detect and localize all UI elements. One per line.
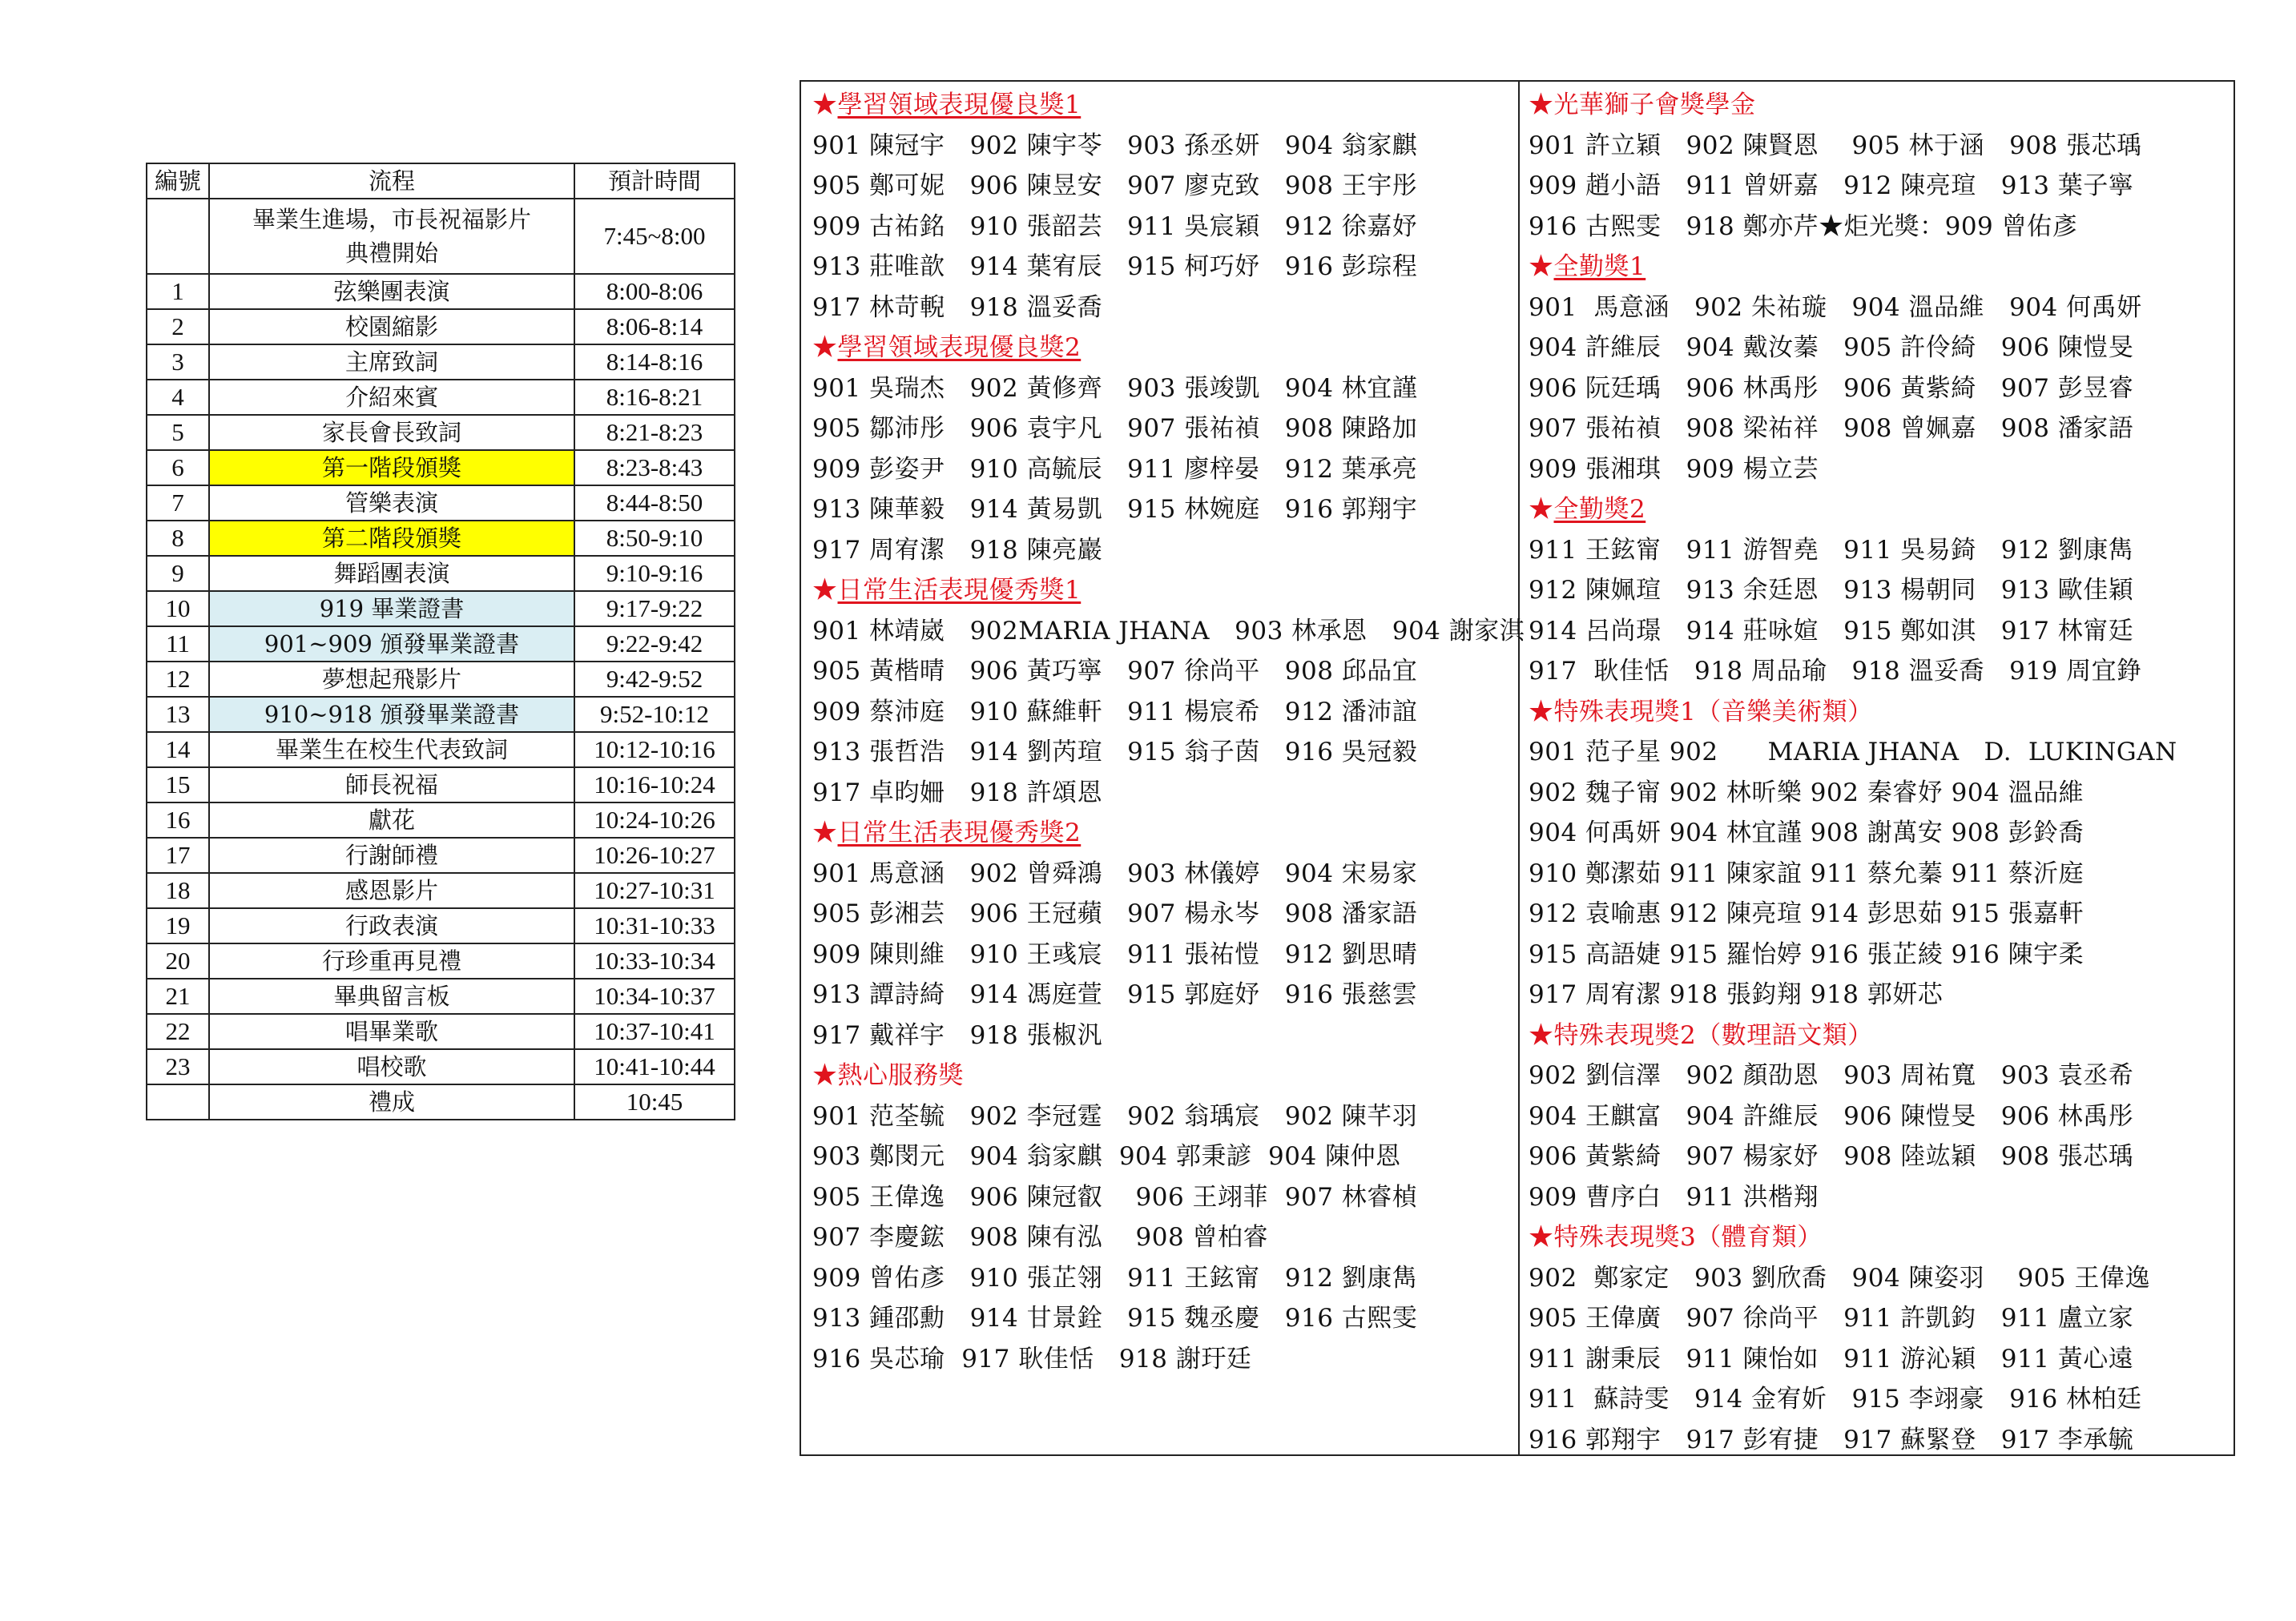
schedule-procedure bbox=[209, 979, 574, 1014]
procedure-text: 家長會長致詞 bbox=[321, 419, 461, 446]
award-recipients-line: 901 許立穎 902 陳賢恩 905 林于涵 908 張芯瑀 bbox=[1529, 131, 2142, 160]
schedule-time: 8:23-8:43 bbox=[574, 450, 735, 485]
schedule-number: 19 bbox=[147, 908, 209, 943]
schedule-number: 10 bbox=[147, 591, 209, 626]
schedule-procedure bbox=[209, 450, 574, 485]
schedule-row bbox=[147, 838, 735, 873]
schedule-number: 13 bbox=[147, 697, 209, 732]
schedule-row bbox=[147, 1049, 735, 1084]
schedule-number bbox=[147, 1084, 209, 1120]
schedule-number: 8 bbox=[147, 521, 209, 556]
schedule-row bbox=[147, 309, 735, 344]
award-recipients-line: 912 袁喻惠 912 陳亮瑄 914 彭思茹 915 張嘉軒 bbox=[1529, 899, 2085, 928]
award-recipients-line: 904 何禹妍 904 林宜謹 908 謝萬安 908 彭鈴喬 bbox=[1529, 819, 2085, 847]
award-recipients-line: 905 彭湘芸 906 王冠蘋 907 楊永岑 908 潘家語 bbox=[812, 899, 1418, 928]
award-recipients-line: 909 趙小語 911 曾妍嘉 912 陳亮瑄 913 葉子寧 bbox=[1529, 171, 2134, 200]
award-heading bbox=[812, 1056, 1514, 1096]
column-divider bbox=[1518, 82, 1520, 1454]
procedure-text: 唱畢業歌 bbox=[344, 1018, 438, 1045]
schedule-procedure bbox=[209, 838, 574, 873]
schedule-row bbox=[147, 943, 735, 979]
award-recipients-line: 903 鄭閔元 904 翁家麒 904 郭秉諺 904 陳仲恩 bbox=[812, 1142, 1401, 1171]
award-title: 特殊表現獎1（音樂美術類） bbox=[1553, 697, 1873, 726]
award-recipients-line: 909 蔡沛庭 910 蘇維軒 911 楊宸希 912 潘沛誼 bbox=[812, 697, 1418, 726]
award-recipients-line: 917 戴祥宇 918 張椒汎 bbox=[812, 1020, 1103, 1050]
award-recipients-line: 916 郭翔宇 917 彭宥捷 917 蘇緊登 917 李承毓 bbox=[1529, 1425, 2134, 1454]
procedure-text: 第二階段頒獎 bbox=[321, 525, 461, 552]
ceremony-schedule-table bbox=[146, 163, 735, 1120]
award-recipients-line: 913 鍾邵勳 914 甘景銓 915 魏丞慶 916 古熙雯 bbox=[812, 1304, 1418, 1333]
schedule-time: 8:00-8:06 bbox=[574, 274, 735, 309]
procedure-text: 行珍重再見禮 bbox=[321, 947, 461, 975]
schedule-number: 23 bbox=[147, 1049, 209, 1084]
header-time: 預計時間 bbox=[574, 163, 735, 199]
awards-right-column bbox=[1529, 85, 2230, 1460]
award-heading bbox=[812, 570, 1514, 611]
schedule-row bbox=[147, 873, 735, 908]
schedule-body bbox=[147, 199, 735, 1120]
procedure-text: 畢業生在校生代表致詞 bbox=[275, 736, 508, 763]
schedule-row bbox=[147, 662, 735, 697]
procedure-text: 典禮開始 bbox=[344, 239, 438, 267]
schedule-procedure bbox=[209, 626, 574, 662]
schedule-time: 8:44-8:50 bbox=[574, 485, 735, 521]
award-heading bbox=[1529, 85, 2230, 126]
procedure-text: 第一階段頒獎 bbox=[321, 454, 461, 481]
star-icon: ★ bbox=[812, 91, 838, 119]
schedule-header-row bbox=[147, 163, 735, 199]
schedule-row bbox=[147, 767, 735, 802]
award-recipients-line: 905 王偉廣 907 徐尚平 911 許凱鈞 911 盧立家 bbox=[1529, 1304, 2134, 1333]
award-recipients-line: 901 陳冠宇 902 陳宇苓 903 孫丞妍 904 翁家麒 bbox=[812, 131, 1418, 160]
award-recipients-line: 909 張湘琪 909 楊立芸 bbox=[1529, 454, 1819, 484]
schedule-row bbox=[147, 199, 735, 274]
award-recipients-line: 905 鄭可妮 906 陳昱安 907 廖克致 908 王宇彤 bbox=[812, 171, 1418, 200]
star-icon: ★ bbox=[1529, 91, 1554, 119]
awards-box bbox=[800, 80, 2235, 1456]
procedure-text: 唱校歌 bbox=[356, 1053, 427, 1080]
award-recipients-line: 909 陳則維 910 王彧宸 911 張祐愷 912 劉思晴 bbox=[812, 939, 1418, 969]
schedule-procedure bbox=[209, 485, 574, 521]
schedule-row bbox=[147, 344, 735, 380]
schedule-row bbox=[147, 450, 735, 485]
schedule-row bbox=[147, 802, 735, 838]
schedule-time: 7:45~8:00 bbox=[574, 199, 735, 274]
schedule-row bbox=[147, 415, 735, 450]
schedule-procedure bbox=[209, 309, 574, 344]
schedule-procedure bbox=[209, 697, 574, 732]
schedule-procedure bbox=[209, 415, 574, 450]
award-recipients-line: 917 耿佳恬 918 周品瑜 918 溫妥喬 919 周宜錚 bbox=[1529, 657, 2142, 686]
award-recipients-line: 909 古祐銘 910 張韶芸 911 吳宸穎 912 徐嘉妤 bbox=[812, 211, 1418, 241]
award-heading bbox=[812, 813, 1514, 854]
schedule-time: 10:12-10:16 bbox=[574, 732, 735, 767]
star-icon: ★ bbox=[1529, 252, 1554, 281]
award-recipients-line: 912 陳姵瑄 913 余廷恩 913 楊朝同 913 歐佳穎 bbox=[1529, 576, 2134, 605]
schedule-procedure bbox=[209, 380, 574, 415]
procedure-text: 行謝師禮 bbox=[344, 842, 438, 869]
procedure-text: 舞蹈團表演 bbox=[333, 560, 450, 587]
schedule-time: 10:16-10:24 bbox=[574, 767, 735, 802]
schedule-procedure bbox=[209, 908, 574, 943]
award-recipients-line: 902 劉信澤 902 顏劭恩 903 周祐寬 903 袁丞希 bbox=[1529, 1061, 2134, 1090]
star-icon: ★ bbox=[812, 333, 838, 362]
award-title: 學習領域表現優良獎1 bbox=[837, 91, 1082, 119]
schedule-number: 9 bbox=[147, 556, 209, 591]
schedule-row bbox=[147, 697, 735, 732]
schedule-row bbox=[147, 908, 735, 943]
award-recipients-line: 901 范荃毓 902 李冠霆 902 翁瑀宸 902 陳芊羽 bbox=[812, 1101, 1418, 1131]
schedule-procedure bbox=[209, 199, 574, 274]
schedule-number: 17 bbox=[147, 838, 209, 873]
schedule-row bbox=[147, 979, 735, 1014]
award-recipients-line: 904 許維辰 904 戴汝蓁 905 許伶綺 906 陳愷旻 bbox=[1529, 333, 2134, 362]
procedure-text: 畢業生進場，市長祝福影片 bbox=[252, 206, 531, 233]
award-recipients-line: 914 呂尚璟 914 莊咏媗 915 鄭如淇 917 林甯廷 bbox=[1529, 616, 2134, 646]
schedule-number: 3 bbox=[147, 344, 209, 380]
procedure-text: 校園縮影 bbox=[344, 313, 438, 340]
procedure-text: 獻花 bbox=[368, 806, 415, 834]
award-recipients-line: 907 李慶鋐 908 陳有泓 908 曾柏睿 bbox=[812, 1223, 1269, 1252]
award-recipients-line: 915 高語婕 915 羅怡婷 916 張芷綾 916 陳宇柔 bbox=[1529, 939, 2085, 969]
award-recipients-line: 911 謝秉辰 911 陳怡如 911 游沁穎 911 黃心遠 bbox=[1529, 1344, 2134, 1374]
schedule-time: 8:21-8:23 bbox=[574, 415, 735, 450]
award-title: 光華獅子會獎學金 bbox=[1553, 91, 1756, 119]
procedure-text: 919 畢業證書 bbox=[319, 595, 465, 622]
star-icon: ★ bbox=[1529, 1020, 1554, 1050]
schedule-procedure bbox=[209, 873, 574, 908]
procedure-text: 禮成 bbox=[368, 1088, 415, 1116]
award-title: 特殊表現獎2（數理語文類） bbox=[1553, 1020, 1873, 1050]
schedule-time: 10:24-10:26 bbox=[574, 802, 735, 838]
schedule-time: 10:41-10:44 bbox=[574, 1049, 735, 1084]
procedure-text: 介紹來賓 bbox=[344, 384, 438, 411]
award-recipients-line: 905 黃楷晴 906 黃巧寧 907 徐尚平 908 邱品宜 bbox=[812, 657, 1418, 686]
award-recipients-line: 906 阮廷瑀 906 林禹彤 906 黃紫綺 907 彭昱睿 bbox=[1529, 373, 2134, 403]
award-heading bbox=[812, 328, 1514, 368]
award-recipients-line: 909 曹序白 911 洪楷翔 bbox=[1529, 1182, 1819, 1212]
schedule-procedure bbox=[209, 943, 574, 979]
schedule-number: 2 bbox=[147, 309, 209, 344]
schedule-procedure bbox=[209, 1014, 574, 1049]
schedule-number: 4 bbox=[147, 380, 209, 415]
schedule-procedure bbox=[209, 767, 574, 802]
award-recipients-line: 904 王麒富 904 許維辰 906 陳愷旻 906 林禹彤 bbox=[1529, 1101, 2134, 1131]
schedule-time: 8:06-8:14 bbox=[574, 309, 735, 344]
schedule-procedure bbox=[209, 344, 574, 380]
schedule-number: 22 bbox=[147, 1014, 209, 1049]
schedule-row bbox=[147, 732, 735, 767]
schedule-procedure bbox=[209, 1084, 574, 1120]
procedure-text: 901~909 頒發畢業證書 bbox=[264, 630, 520, 658]
award-recipients-line: 909 彭姿尹 910 高毓辰 911 廖梓晏 912 葉承亮 bbox=[812, 454, 1418, 484]
schedule-procedure bbox=[209, 662, 574, 697]
award-recipients-line: 916 古熙雯 918 鄭亦芹★炬光獎：909 曾佑彥 bbox=[1529, 211, 2078, 241]
award-recipients-line: 905 王偉逸 906 陳冠叡 906 王翊菲 907 林睿楨 bbox=[812, 1182, 1418, 1212]
schedule-row bbox=[147, 556, 735, 591]
schedule-time: 9:10-9:16 bbox=[574, 556, 735, 591]
schedule-row bbox=[147, 521, 735, 556]
award-recipients-line: 901 馬意涵 902 朱祐璇 904 溫品維 904 何禹妍 bbox=[1529, 292, 2142, 322]
schedule-time: 10:33-10:34 bbox=[574, 943, 735, 979]
schedule-procedure bbox=[209, 591, 574, 626]
award-heading bbox=[812, 85, 1514, 126]
award-recipients-line: 902 魏子甯 902 林昕樂 902 秦睿妤 904 溫品維 bbox=[1529, 778, 2085, 807]
schedule-time: 9:52-10:12 bbox=[574, 697, 735, 732]
schedule-time: 10:45 bbox=[574, 1084, 735, 1120]
procedure-text: 師長祝福 bbox=[344, 771, 438, 798]
schedule-number: 12 bbox=[147, 662, 209, 697]
award-recipients-line: 905 鄒沛彤 906 袁宇凡 907 張祐禎 908 陳路加 bbox=[812, 414, 1418, 443]
schedule-row bbox=[147, 274, 735, 309]
award-recipients-line: 917 周宥潔 918 陳亮巖 bbox=[812, 535, 1103, 565]
award-title: 熱心服務獎 bbox=[837, 1061, 964, 1090]
procedure-text: 弦樂團表演 bbox=[333, 278, 450, 305]
procedure-text: 夢想起飛影片 bbox=[321, 666, 461, 693]
schedule-number: 7 bbox=[147, 485, 209, 521]
procedure-text: 行政表演 bbox=[344, 912, 438, 939]
award-recipients-line: 917 周宥潔 918 張鈞翔 918 郭妍芯 bbox=[1529, 980, 1944, 1009]
award-title: 全勤獎1 bbox=[1553, 252, 1646, 281]
award-recipients-line: 917 卓昀姍 918 許頌恩 bbox=[812, 778, 1103, 807]
schedule-time: 10:34-10:37 bbox=[574, 979, 735, 1014]
award-recipients-line: 910 鄭潔茹 911 陳家誼 911 蔡允蓁 911 蔡沂庭 bbox=[1529, 859, 2085, 888]
schedule-number: 5 bbox=[147, 415, 209, 450]
schedule-time: 8:50-9:10 bbox=[574, 521, 735, 556]
award-recipients-line: 902 鄭家定 903 劉欣喬 904 陳姿羽 905 王偉逸 bbox=[1529, 1263, 2150, 1293]
awards-left-column bbox=[812, 85, 1525, 1379]
schedule-time: 9:17-9:22 bbox=[574, 591, 735, 626]
award-recipients-line: 911 蘇詩雯 914 金宥妡 915 李翊豪 916 林柏廷 bbox=[1529, 1385, 2142, 1414]
star-icon: ★ bbox=[812, 1061, 838, 1090]
award-heading bbox=[1529, 1217, 2230, 1258]
procedure-text: 主席致詞 bbox=[344, 348, 438, 376]
schedule-number: 1 bbox=[147, 274, 209, 309]
header-number: 編號 bbox=[147, 163, 209, 199]
award-title: 學習領域表現優良獎2 bbox=[837, 333, 1082, 362]
award-heading bbox=[1529, 489, 2230, 530]
schedule-time: 10:27-10:31 bbox=[574, 873, 735, 908]
award-title: 日常生活表現優秀獎1 bbox=[837, 576, 1082, 605]
schedule-time: 9:42-9:52 bbox=[574, 662, 735, 697]
schedule-time: 8:16-8:21 bbox=[574, 380, 735, 415]
award-recipients-line: 913 張哲浩 914 劉芮瑄 915 翁子茵 916 吳冠毅 bbox=[812, 738, 1418, 766]
award-recipients-line: 911 王鉉甯 911 游智堯 911 吳易錡 912 劉康雋 bbox=[1529, 535, 2134, 565]
award-heading bbox=[1529, 247, 2230, 288]
schedule-row bbox=[147, 626, 735, 662]
schedule-number: 20 bbox=[147, 943, 209, 979]
award-recipients-line: 901 范子星 902 MARIA JHANA D. LUKINGAN bbox=[1529, 738, 2177, 766]
procedure-text: 管樂表演 bbox=[344, 489, 438, 517]
award-recipients-line: 917 林苛輗 918 溫妥喬 bbox=[812, 292, 1103, 322]
star-icon: ★ bbox=[812, 819, 838, 847]
schedule-number: 14 bbox=[147, 732, 209, 767]
schedule-procedure bbox=[209, 732, 574, 767]
header-procedure: 流程 bbox=[209, 163, 574, 199]
schedule-number: 15 bbox=[147, 767, 209, 802]
award-title: 特殊表現獎3（體育類） bbox=[1553, 1223, 1823, 1252]
schedule-row bbox=[147, 591, 735, 626]
schedule-time: 8:14-8:16 bbox=[574, 344, 735, 380]
schedule-number: 6 bbox=[147, 450, 209, 485]
award-recipients-line: 906 黃紫綺 907 楊家妤 908 陸竑穎 908 張芯瑀 bbox=[1529, 1142, 2134, 1171]
schedule-number: 16 bbox=[147, 802, 209, 838]
schedule-time: 10:31-10:33 bbox=[574, 908, 735, 943]
award-title: 日常生活表現優秀獎2 bbox=[837, 819, 1082, 847]
award-heading bbox=[1529, 692, 2230, 733]
award-recipients-line: 913 莊唯歆 914 葉宥辰 915 柯巧妤 916 彭琮程 bbox=[812, 252, 1418, 281]
award-recipients-line: 909 曾佑彥 910 張芷翎 911 王鉉甯 912 劉康雋 bbox=[812, 1263, 1418, 1293]
procedure-text: 畢典留言板 bbox=[333, 983, 450, 1010]
award-recipients-line: 901 吳瑞杰 902 黃修齊 903 張竣凱 904 林宜謹 bbox=[812, 373, 1418, 403]
schedule-number: 18 bbox=[147, 873, 209, 908]
award-recipients-line: 901 林靖崴 902MARIA JHANA 903 林承恩 904 謝家淇 bbox=[812, 616, 1525, 646]
schedule-row bbox=[147, 1014, 735, 1049]
star-icon: ★ bbox=[812, 576, 838, 605]
schedule-procedure bbox=[209, 1049, 574, 1084]
schedule-number: 11 bbox=[147, 626, 209, 662]
procedure-text: 感恩影片 bbox=[344, 877, 438, 904]
star-icon: ★ bbox=[1529, 1223, 1554, 1252]
award-recipients-line: 901 馬意涵 902 曾舜鴻 903 林儀婷 904 宋易家 bbox=[812, 859, 1418, 888]
award-recipients-line: 913 譚詩綺 914 馮庭萱 915 郭庭妤 916 張慈雲 bbox=[812, 980, 1418, 1009]
award-recipients-line: 913 陳華毅 914 黃易凱 915 林婉庭 916 郭翔宇 bbox=[812, 495, 1418, 524]
award-heading bbox=[1529, 1016, 2230, 1056]
schedule-time: 10:26-10:27 bbox=[574, 838, 735, 873]
schedule-procedure bbox=[209, 556, 574, 591]
schedule-time: 9:22-9:42 bbox=[574, 626, 735, 662]
schedule-number: 21 bbox=[147, 979, 209, 1014]
schedule-row bbox=[147, 380, 735, 415]
schedule-row bbox=[147, 1084, 735, 1120]
schedule-procedure bbox=[209, 802, 574, 838]
procedure-text: 910~918 頒發畢業證書 bbox=[264, 701, 520, 728]
award-title: 全勤獎2 bbox=[1553, 495, 1646, 524]
star-icon: ★ bbox=[1529, 495, 1554, 524]
schedule-row bbox=[147, 485, 735, 521]
star-icon: ★ bbox=[1529, 697, 1554, 726]
schedule-time: 10:37-10:41 bbox=[574, 1014, 735, 1049]
award-recipients-line: 916 吳芯瑜 917 耿佳恬 918 謝玗廷 bbox=[812, 1344, 1252, 1374]
award-recipients-line: 907 張祐禎 908 梁祐祥 908 曾姵嘉 908 潘家語 bbox=[1529, 414, 2134, 443]
schedule-procedure bbox=[209, 521, 574, 556]
schedule-procedure bbox=[209, 274, 574, 309]
schedule-number bbox=[147, 199, 209, 274]
